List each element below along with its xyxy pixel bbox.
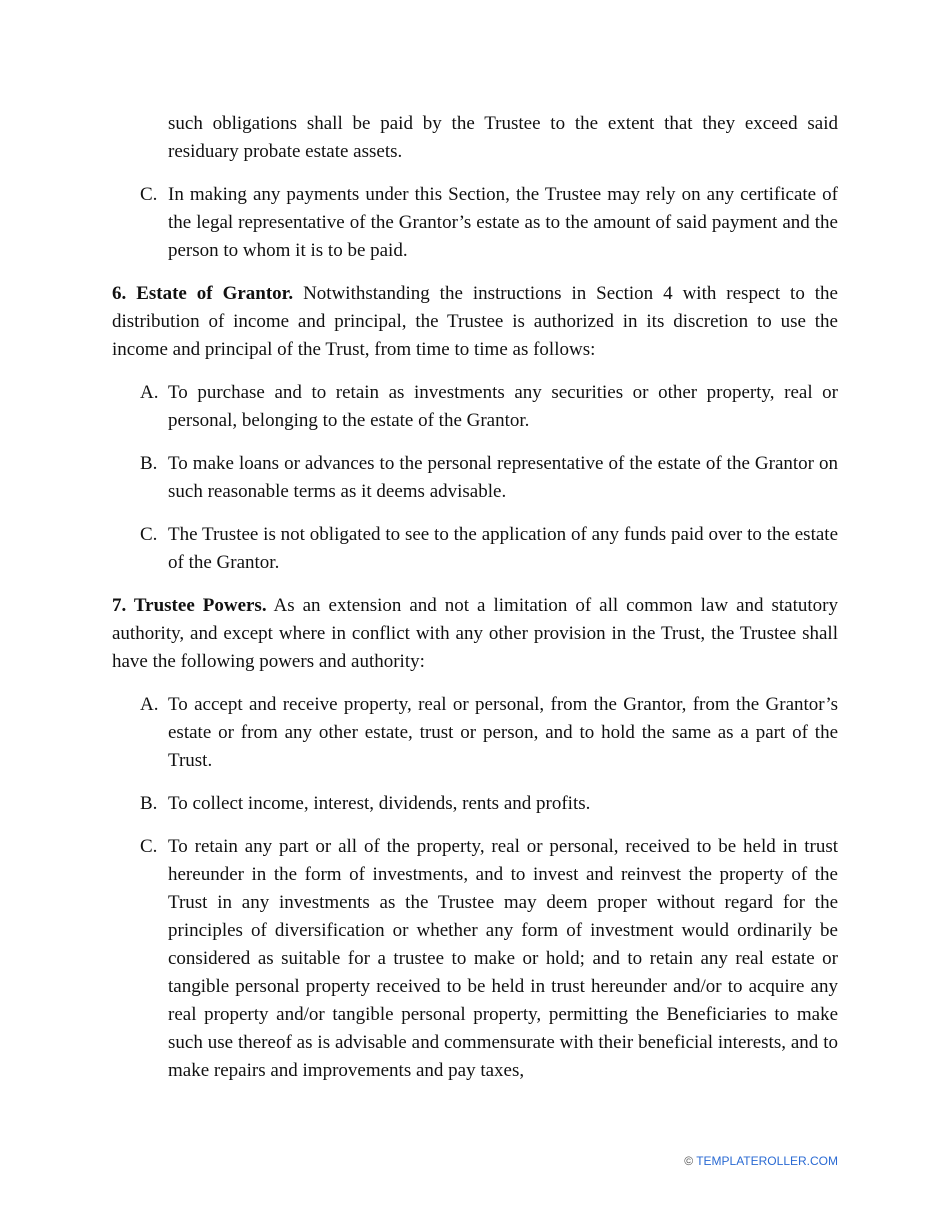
item-text: The Trustee is not obligated to see to the application of any funds paid over to the estate of the Grantor. bbox=[168, 524, 838, 573]
section7-paragraph bbox=[112, 592, 838, 676]
item-text: To retain any part or all of the property, real or personal, received to be held in trust hereunder in the form of investments, and to invest and reinvest the property of the Trust in any investments as the Trustee may deem proper without regard for the principles of diversification or whether any form of investment would ordinarily be considered as suitable for a trustee to make or hold; and to retain any real estate or tangible personal property received to be held in trust hereunder and/or to acquire any real property and/or tangible personal property, permitting the Beneficiaries to make such use thereof as is advisable and commensurate with their beneficial interests, and to make repairs and improvements and pay taxes, bbox=[168, 836, 838, 1081]
section6-paragraph bbox=[112, 280, 838, 364]
item-text: To accept and receive property, real or personal, from the Grantor, from the Grantor’s estate or from any other estate, trust or person, and to hold the same as a part of the Trust. bbox=[168, 694, 838, 771]
item-letter: B. bbox=[140, 453, 158, 474]
section7-item-c bbox=[112, 833, 838, 1085]
document-body bbox=[112, 110, 838, 1085]
section6-item-b bbox=[112, 450, 838, 506]
footer-credit bbox=[684, 1154, 838, 1168]
item-text: To collect income, interest, dividends, rents and profits. bbox=[168, 793, 591, 814]
section6-intro: Notwithstanding the instructions in Section 4 with respect to the distribution of income and principal, the Trustee is authorized in its discretion to use the income and principal of the Trust, from time to time as follows: bbox=[112, 283, 838, 360]
copyright-symbol: © bbox=[684, 1154, 694, 1168]
item-letter: C. bbox=[140, 524, 158, 545]
item-text: In making any payments under this Section, the Trustee may rely on any certificate of the legal representative of the Grantor’s estate as to the amount of said payment and the person to whom it is to be paid. bbox=[168, 184, 838, 261]
templateroller-link[interactable]: TEMPLATEROLLER.COM bbox=[696, 1154, 838, 1168]
item-letter: A. bbox=[140, 694, 159, 715]
item-letter: B. bbox=[140, 793, 158, 814]
section6-item-a bbox=[112, 379, 838, 435]
item-text: To purchase and to retain as investments any securities or other property, real or personal, belonging to the estate of the Grantor. bbox=[168, 382, 838, 431]
item-letter: C. bbox=[140, 836, 158, 857]
section7-heading: 7. Trustee Powers. bbox=[112, 595, 267, 616]
section7-item-a bbox=[112, 691, 838, 775]
item-letter: C. bbox=[140, 184, 158, 205]
item-letter: A. bbox=[140, 382, 159, 403]
continuation-text: such obligations shall be paid by the Trustee to the extent that they exceed said residuary probate estate assets. bbox=[168, 113, 838, 162]
section6-item-c bbox=[112, 521, 838, 577]
item-text: To make loans or advances to the personal representative of the estate of the Grantor on such reasonable terms as it deems advisable. bbox=[168, 453, 838, 502]
section7-item-b bbox=[112, 790, 838, 818]
section6-heading: 6. Estate of Grantor. bbox=[112, 283, 294, 304]
section7-intro: As an extension and not a limitation of all common law and statutory authority, and except where in conflict with any other provision in the Trust, the Trustee shall have the following powers and authority: bbox=[112, 595, 838, 672]
section5-item-c bbox=[112, 181, 838, 265]
